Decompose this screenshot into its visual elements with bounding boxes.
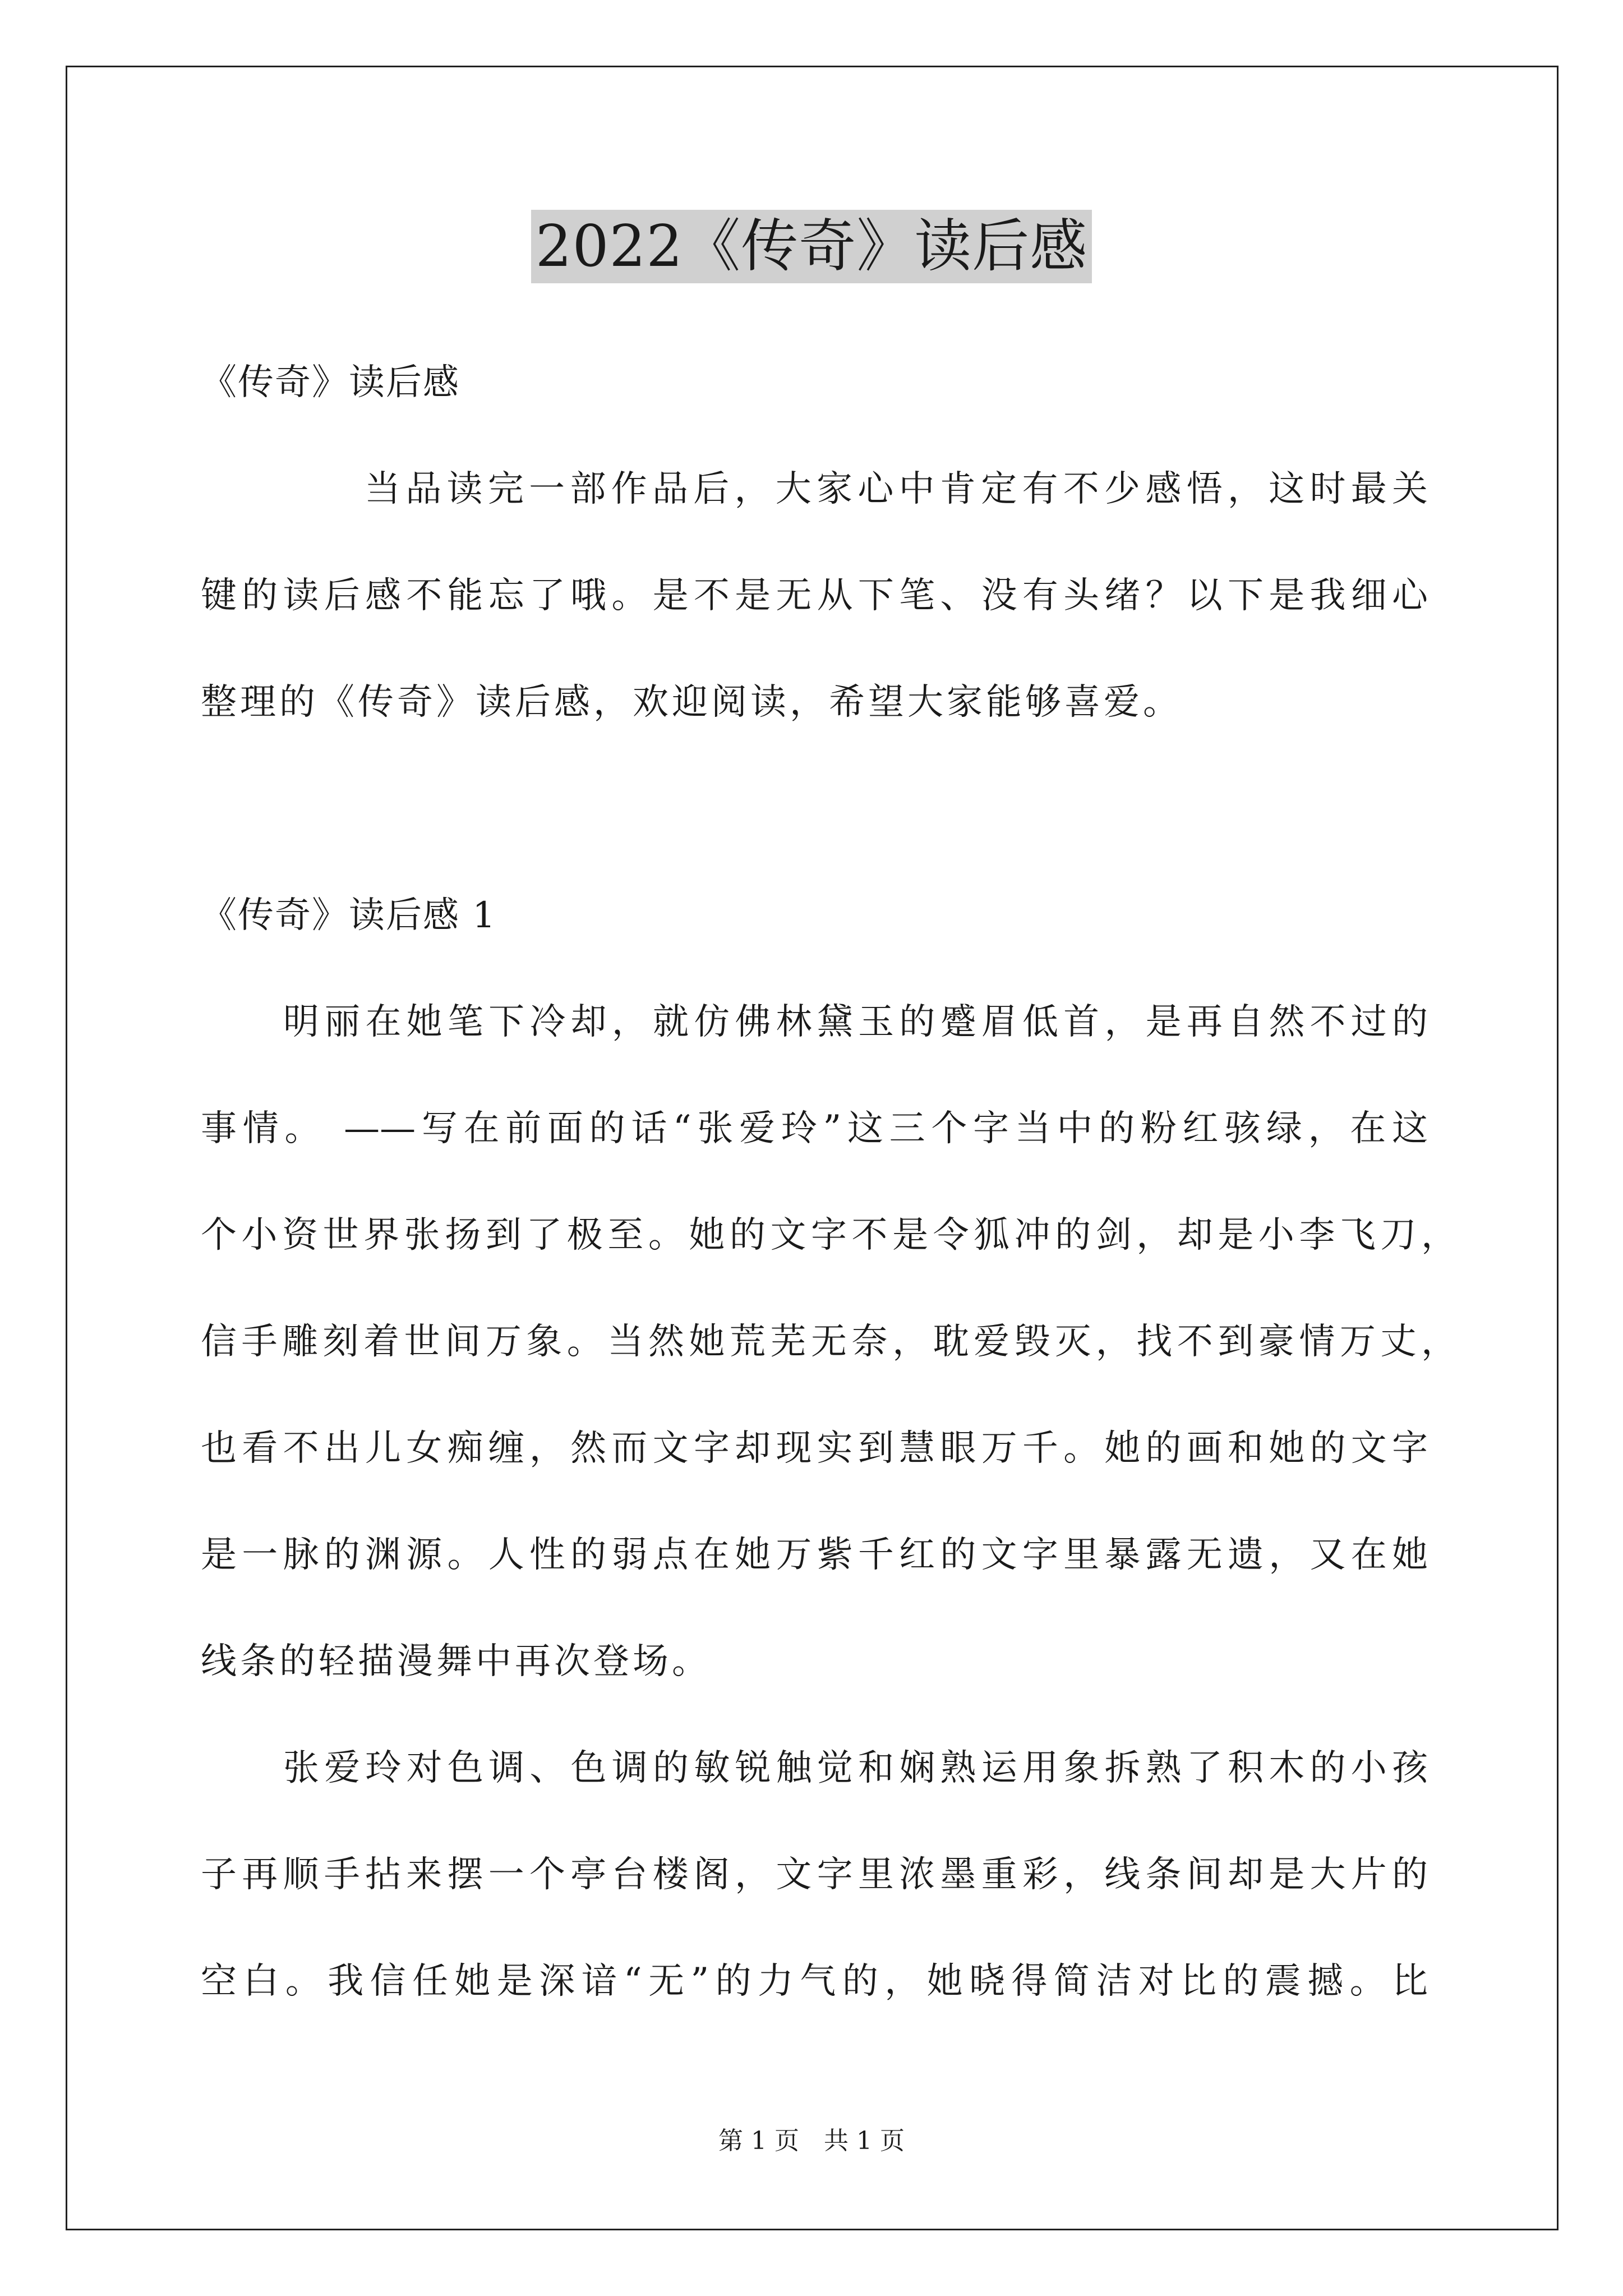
document-title	[0, 201, 1623, 283]
subtitle: 《传奇》读后感	[201, 362, 460, 403]
para1-line-5: 也看不出儿女痴缠，然而文字却现实到慧眼万千。她的画和她的文字	[201, 1428, 1428, 1469]
intro-line-2: 键的读后感不能忘了哦。是不是无从下笔、没有头绪？以下是我细心	[201, 575, 1428, 616]
para2-line-3: 空白。我信任她是深谙“无”的力气的，她晓得简洁对比的震撼。比	[201, 1961, 1428, 2002]
para1-line-4: 信手雕刻着世间万象。当然她荒芜无奈，耽爱毁灭，找不到豪情万丈，	[201, 1321, 1457, 1363]
para1-line-1: 明丽在她笔下冷却，就仿佛林黛玉的蹙眉低首，是再自然不过的	[283, 1001, 1428, 1043]
para1-line-3: 个小资世界张扬到了极至。她的文字不是令狐冲的剑，却是小李飞刀，	[201, 1214, 1457, 1256]
title-text: 2022《传奇》读后感	[531, 210, 1092, 283]
para1-line-2: 事情。 ——写在前面的话“张爱玲”这三个字当中的粉红骇绿，在这	[201, 1108, 1428, 1149]
para2-line-1: 张爱玲对色调、色调的敏锐触觉和娴熟运用象拆熟了积木的小孩	[283, 1747, 1428, 1789]
intro-line-1: 当品读完一部作品后，大家心中肯定有不少感悟，这时最关	[365, 468, 1428, 510]
para1-line-7: 线条的轻描漫舞中再次登场。	[201, 1641, 711, 1682]
page-footer: 第 1 页 共 1 页	[718, 2127, 905, 2155]
intro-line-3: 整理的《传奇》读后感，欢迎阅读，希望大家能够喜爱。	[201, 682, 1182, 723]
para2-line-2: 子再顺手拈来摆一个亭台楼阁，文字里浓墨重彩，线条间却是大片的	[201, 1854, 1428, 1895]
para1-line-6: 是一脉的渊源。人性的弱点在她万紫千红的文字里暴露无遗，又在她	[201, 1534, 1428, 1576]
section-heading: 《传奇》读后感 1	[201, 895, 497, 936]
